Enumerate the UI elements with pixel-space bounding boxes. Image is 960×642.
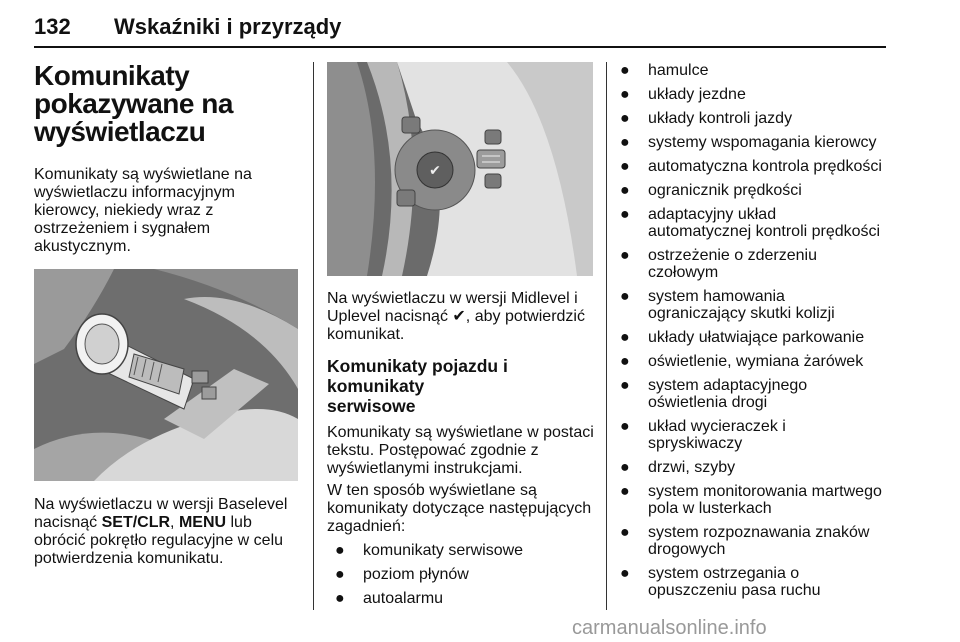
svg-text:✔: ✔: [429, 163, 441, 179]
list-item: ● hamulce: [620, 62, 709, 79]
column-divider: [606, 62, 607, 610]
set-clr-key-label: SET/CLR: [101, 514, 171, 531]
steering-wheel-illustration: [327, 62, 593, 276]
list-item: ● system rozpoznawania znaków drogowych: [620, 524, 870, 558]
baselevel-caption: Na wyświetlaczu w wersji Baselevel nacisnąć SET/CLR, MENU lub obrócić pokrętło regulacyjne w celu potwierdzenia komunikatu.: [34, 496, 288, 567]
column-divider: [313, 62, 314, 610]
list-item: ● układ wycieraczek i spryskiwaczy: [620, 418, 786, 452]
list-item: ● automatyczna kontrola prędkości: [620, 158, 882, 175]
list-item: ● system monitorowania martwego pola w lusterkach: [620, 483, 882, 517]
column-middle: [327, 62, 595, 614]
menu-key-label: MENU: [178, 514, 227, 531]
steering-wheel-figure: [327, 62, 593, 276]
subheading: Komunikaty pojazdu i komunikaty serwisowe: [327, 356, 508, 416]
list-item: ● system adaptacyjnego oświetlenia drogi: [620, 377, 808, 411]
watermark: carmanualsonline.info: [572, 617, 767, 639]
column-left: [34, 62, 302, 568]
list-item: ● poziom płynów: [335, 566, 469, 583]
topics-list: [327, 542, 595, 607]
topics-list-continued: [612, 62, 888, 599]
list-item: ● układy kontroli jazdy: [620, 110, 793, 127]
list-item: ● system ostrzegania o opuszczeniu pasa ruchu: [620, 565, 821, 599]
list-item: ● drzwi, szyby: [620, 459, 736, 476]
list-item: ● system hamowania ograniczający skutki kolizji: [620, 288, 835, 322]
text-messages-paragraph: Komunikaty są wyświetlane w postaci tekstu. Postępować zgodnie z wyświetlanymi instrukcjami.: [327, 424, 594, 477]
stalk-switch-figure: [34, 269, 298, 481]
intro-paragraph: Komunikaty są wyświetlane na wyświetlaczu informacyjnym kierowcy, niekiedy wraz z ostrzeżeniem i sygnałem akustycznym.: [34, 166, 252, 255]
midlevel-caption: Na wyświetlaczu w wersji Midlevel i Uplevel nacisnąć ✔, aby potwierdzić komunikat.: [327, 290, 585, 343]
stalk-switch-illustration: [34, 269, 298, 481]
list-item: ● układy jezdne: [620, 86, 746, 103]
list-item: ● komunikaty serwisowe: [335, 542, 524, 559]
topics-paragraph: W ten sposób wyświetlane są komunikaty dotyczące następujących zagadnień:: [327, 482, 592, 535]
list-item: ● oświetlenie, wymiana żarówek: [620, 353, 864, 370]
list-item: ● układy ułatwiające parkowanie: [620, 329, 865, 346]
list-item: ● autoalarmu: [335, 590, 444, 607]
section-title: Wskaźniki i przyrządy: [114, 14, 342, 39]
list-item: ● ogranicznik prędkości: [620, 182, 802, 199]
header-rule: [34, 46, 886, 48]
page-header: [34, 14, 341, 40]
column-right: [612, 62, 888, 606]
page-number: 132: [34, 14, 71, 39]
list-item: ● ostrzeżenie o zderzeniu czołowym: [620, 247, 817, 281]
list-item: ● systemy wspomagania kierowcy: [620, 134, 877, 151]
list-item: ● adaptacyjny układ automatycznej kontroli prędkości: [620, 206, 881, 240]
main-heading: Komunikaty pokazywane na wyświetlaczu: [34, 60, 233, 147]
